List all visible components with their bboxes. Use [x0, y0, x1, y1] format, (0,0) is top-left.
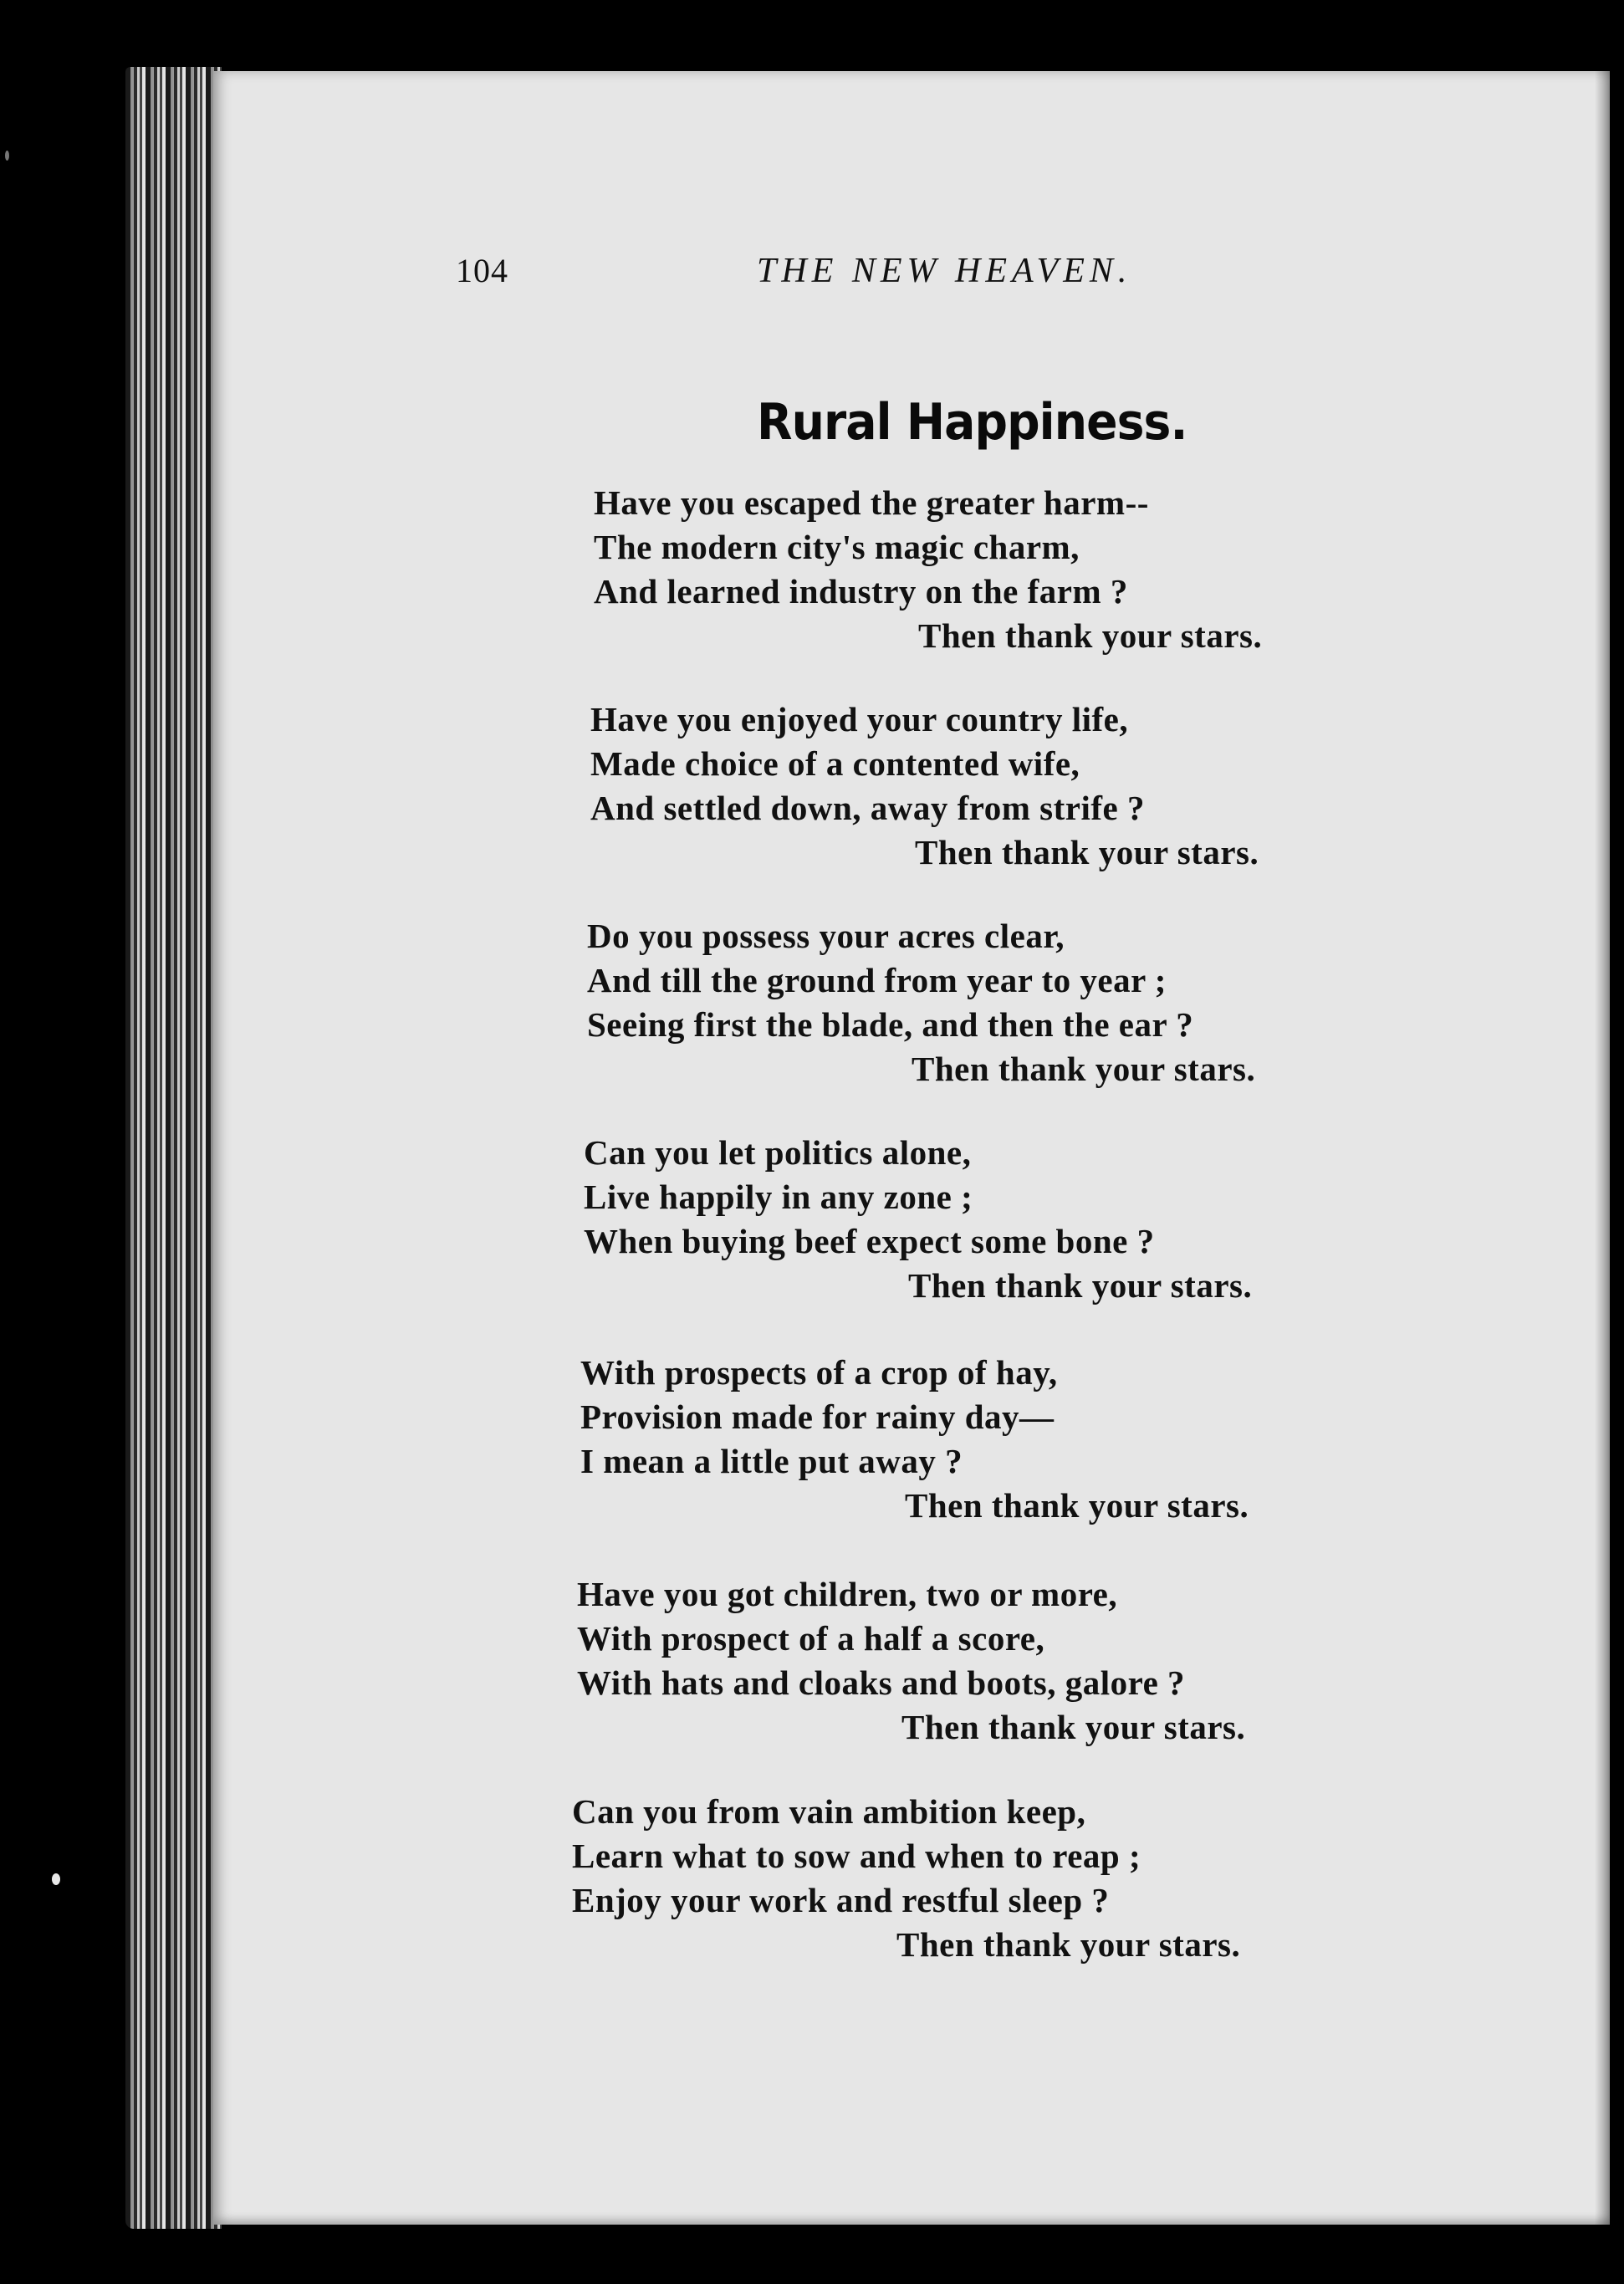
stanza-4: [584, 1131, 1336, 1308]
stanza-7: [572, 1790, 1325, 1967]
poem-line: Learn what to sow and when to reap ;: [572, 1837, 1141, 1875]
poem-refrain: Then thank your stars.: [912, 1050, 1256, 1088]
scan-speck: [5, 151, 9, 161]
poem-line: Do you possess your acres clear,: [587, 917, 1065, 955]
poem-refrain: Then thank your stars.: [905, 1486, 1249, 1525]
poem-refrain: Then thank your stars.: [908, 1266, 1253, 1305]
stanza-1: [594, 481, 1346, 658]
poem-line: And settled down, away from strife ?: [590, 789, 1145, 827]
poem-line: I mean a little put away ?: [580, 1442, 963, 1480]
book-page-edges: [125, 67, 222, 2229]
poem-refrain: Then thank your stars.: [915, 833, 1259, 871]
poem-line: The modern city's magic charm,: [594, 528, 1080, 566]
poem-line: With prospects of a crop of hay,: [580, 1353, 1058, 1392]
stanza-3: [587, 914, 1340, 1091]
poem-line: Have you enjoyed your country life,: [590, 700, 1129, 738]
poem-line: With hats and cloaks and boots, galore ?: [577, 1663, 1186, 1702]
poem-line: Enjoy your work and restful sleep ?: [572, 1881, 1110, 1919]
poem-refrain: Then thank your stars.: [918, 616, 1263, 655]
page-gutter-shadow: [1595, 71, 1610, 2225]
poem-line: Have you escaped the greater harm--: [594, 483, 1149, 522]
poem-line: With prospect of a half a score,: [577, 1619, 1045, 1658]
poem-line: Can you let politics alone,: [584, 1133, 972, 1172]
stanza-5: [580, 1351, 1333, 1528]
poem-line: When buying beef expect some bone ?: [584, 1222, 1155, 1260]
poem-line: And learned industry on the farm ?: [594, 572, 1128, 611]
poem-line: Provision made for rainy day—: [580, 1397, 1055, 1436]
poem-title: Rural Happiness.: [757, 393, 1187, 452]
poem-line: Live happily in any zone ;: [584, 1178, 973, 1216]
page-number: 104: [456, 252, 508, 289]
poem-refrain: Then thank your stars.: [901, 1708, 1246, 1746]
scan-speck: [52, 1873, 60, 1885]
poem-line: Can you from vain ambition keep,: [572, 1792, 1086, 1831]
poem-line: Have you got children, two or more,: [577, 1575, 1118, 1613]
running-head: THE NEW HEAVEN.: [757, 252, 1132, 290]
poem-line: Made choice of a contented wife,: [590, 744, 1080, 783]
poem-line: And till the ground from year to year ;: [587, 961, 1167, 999]
poem-line: Seeing first the blade, and then the ear ?: [587, 1005, 1194, 1044]
poem-refrain: Then thank your stars.: [896, 1925, 1241, 1964]
stanza-6: [577, 1572, 1330, 1750]
stanza-2: [590, 697, 1343, 875]
